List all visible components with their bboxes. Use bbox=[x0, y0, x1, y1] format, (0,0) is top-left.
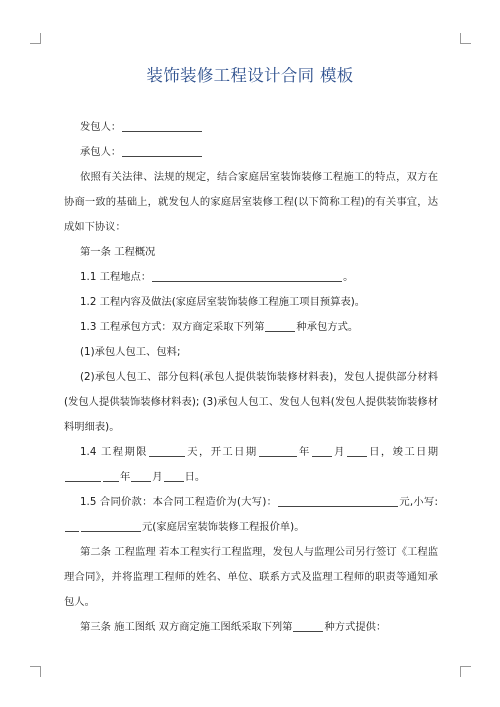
price-lowercase-blank-a[interactable] bbox=[65, 518, 79, 532]
start-year-label: 年 bbox=[297, 446, 311, 458]
clause-1-4-text: 1.4 工程期限 bbox=[80, 446, 148, 458]
price-lowercase-blank-b[interactable] bbox=[81, 518, 141, 532]
start-date-label: 天，开工日期 bbox=[185, 446, 258, 458]
start-month-blank[interactable] bbox=[312, 443, 332, 457]
clause-1-5-text: 1.5 合同价款：本合同工程造价为(大写)： bbox=[80, 496, 278, 508]
end-day-label: 日。 bbox=[184, 471, 206, 483]
clause-1-5-end: 元(家庭居室装饰装修工程报价单)。 bbox=[142, 521, 305, 533]
option-2-3: (2)承包人包工、部分包料(承包人提供装饰装修材料表)，发包人提供部分材料(发包人提供装饰装修材料表); (3)承包人包工、发包人包料(发包人提供装饰装修材料明细表)。 bbox=[64, 371, 438, 433]
end-month-blank[interactable] bbox=[131, 468, 151, 482]
price-lowercase-label: 元,小写: bbox=[399, 496, 438, 508]
contractor-label: 发包人： bbox=[80, 121, 122, 133]
clause-1-5 bbox=[64, 490, 438, 540]
end-year-blank-b[interactable] bbox=[103, 468, 119, 482]
clause-1-3 bbox=[64, 315, 438, 340]
clause-1-3-end: 种承包方式。 bbox=[296, 321, 359, 333]
article-2: 第二条 工程监理 若本工程实行工程监理，发包人与监理公司另行签订《工程监理合同》，并将监理工程师的姓名、单位、联系方式及监理工程师的职责等通知承包人。 bbox=[64, 546, 438, 608]
clause-1-4 bbox=[64, 440, 438, 490]
price-uppercase-blank[interactable] bbox=[278, 493, 398, 507]
article-3-end: 种方式提供： bbox=[324, 621, 387, 633]
corner-mark-bottom-left bbox=[30, 666, 41, 677]
clause-1-1 bbox=[64, 265, 438, 290]
contractor-line bbox=[64, 115, 438, 140]
clause-1-1-text: 1.1 工程地点： bbox=[80, 271, 152, 283]
end-day-blank[interactable] bbox=[164, 468, 184, 482]
corner-mark-top-right bbox=[460, 33, 471, 44]
start-day-blank[interactable] bbox=[347, 443, 367, 457]
end-year-blank-a[interactable] bbox=[65, 468, 101, 482]
contractee-line bbox=[64, 140, 438, 165]
document-title: 装饰装修工程设计合同 模板 bbox=[146, 66, 354, 85]
clause-1-3-text: 1.3 工程承包方式：双方商定采取下列第 bbox=[80, 321, 265, 333]
contractee-blank[interactable] bbox=[122, 143, 202, 157]
duration-days-blank[interactable] bbox=[149, 443, 185, 457]
end-month-label: 月 bbox=[152, 471, 163, 483]
contract-mode-blank[interactable] bbox=[265, 318, 295, 332]
start-month-label: 月 bbox=[332, 446, 346, 458]
intro-paragraph: 依照有关法律、法规的规定，结合家庭居室装饰装修工程施工的特点，双方在协商一致的基础上，就发包人的家庭居室装修工程(以下简称工程)的有关事宜，达成如下协议： bbox=[64, 171, 438, 233]
drawing-mode-blank[interactable] bbox=[293, 618, 323, 632]
option-1: (1)承包人包工、包料; bbox=[80, 346, 181, 358]
site-address-blank[interactable] bbox=[152, 268, 342, 282]
start-year-blank[interactable] bbox=[259, 443, 297, 457]
document-body bbox=[64, 115, 438, 640]
article-3 bbox=[64, 615, 438, 640]
clause-1-1-end: 。 bbox=[343, 271, 354, 283]
corner-mark-top-left bbox=[30, 33, 41, 44]
contractee-label: 承包人： bbox=[80, 146, 122, 158]
corner-mark-bottom-right bbox=[460, 666, 471, 677]
contractor-blank[interactable] bbox=[122, 118, 202, 132]
article-1-heading: 第一条 工程概况 bbox=[80, 246, 156, 258]
end-date-label: 日，竣工日期 bbox=[367, 446, 438, 458]
end-year-label: 年 bbox=[120, 471, 131, 483]
article-3-text: 第三条 施工图纸 双方商定施工图纸采取下列第 bbox=[80, 621, 293, 633]
clause-1-2: 1.2 工程内容及做法(家庭居室装饰装修工程施工项目预算表)。 bbox=[80, 296, 366, 308]
